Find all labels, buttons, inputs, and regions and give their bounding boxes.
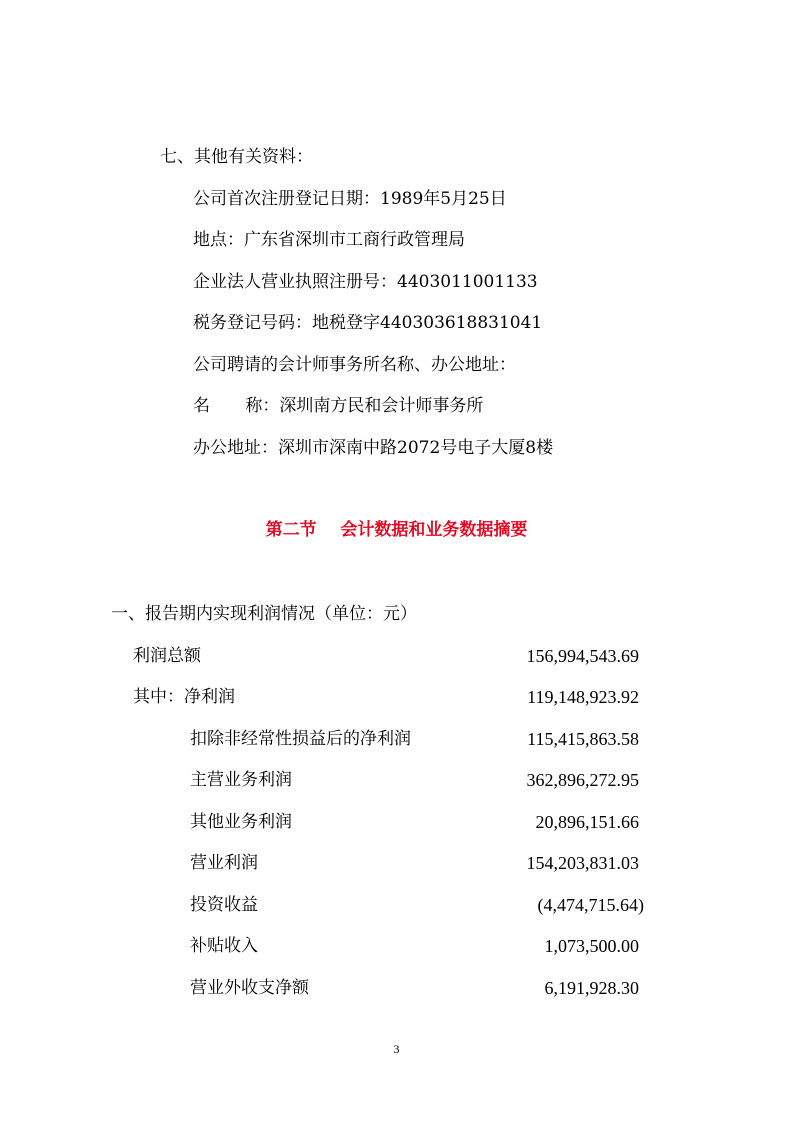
profit-row-value: 119,148,923.92 xyxy=(527,687,639,707)
profit-row-label: 主营业务利润 xyxy=(190,770,292,790)
profit-row-value: 6,191,928.30 xyxy=(544,978,639,998)
registration-date: 公司首次注册登记日期：1989年5月25日 xyxy=(193,189,507,209)
profit-row-value: 154,203,831.03 xyxy=(526,853,639,873)
auditor-name: 深圳南方民和会计师事务所 xyxy=(279,396,484,416)
auditor-intro: 公司聘请的会计师事务所名称、办公地址： xyxy=(193,355,516,375)
business-license-number: 企业法人营业执照注册号：4403011001133 xyxy=(193,272,538,292)
profit-row-value: 115,415,863.58 xyxy=(527,729,639,749)
auditor-name-label: 名 称： xyxy=(193,396,280,416)
profit-row-value: 20,896,151.66 xyxy=(535,812,639,832)
profit-section-title: 一、报告期内实现利润情况（单位：元） xyxy=(111,604,417,624)
profit-row-label: 投资收益 xyxy=(190,895,258,915)
profit-row-value: 362,896,272.95 xyxy=(526,770,639,790)
profit-row-label: 营业外收支净额 xyxy=(190,978,309,998)
profit-row-value: (4,474,715.64) xyxy=(537,895,644,915)
tax-registration-number: 税务登记号码：地税登字440303618831041 xyxy=(193,313,543,333)
profit-row-label: 扣除非经常性损益后的净利润 xyxy=(190,729,411,749)
profit-row-value: 156,994,543.69 xyxy=(526,646,639,666)
profit-row-label: 其他业务利润 xyxy=(190,812,292,832)
profit-row-label: 利润总额 xyxy=(133,646,201,666)
profit-row-label: 营业利润 xyxy=(190,853,258,873)
profit-row-label: 其中：净利润 xyxy=(133,687,235,707)
page-number: 3 xyxy=(393,1042,400,1056)
auditor-address: 办公地址：深圳市深南中路2072号电子大厦8楼 xyxy=(193,438,554,458)
registration-location: 地点：广东省深圳市工商行政管理局 xyxy=(193,230,465,250)
auditor-name-row xyxy=(193,396,483,416)
profit-row-label: 补贴收入 xyxy=(190,936,258,956)
profit-row-value: 1,073,500.00 xyxy=(544,936,639,956)
section-seven-title: 七、其他有关资料： xyxy=(160,147,313,167)
section-two-heading: 第二节 会计数据和业务数据摘要 xyxy=(265,520,528,540)
